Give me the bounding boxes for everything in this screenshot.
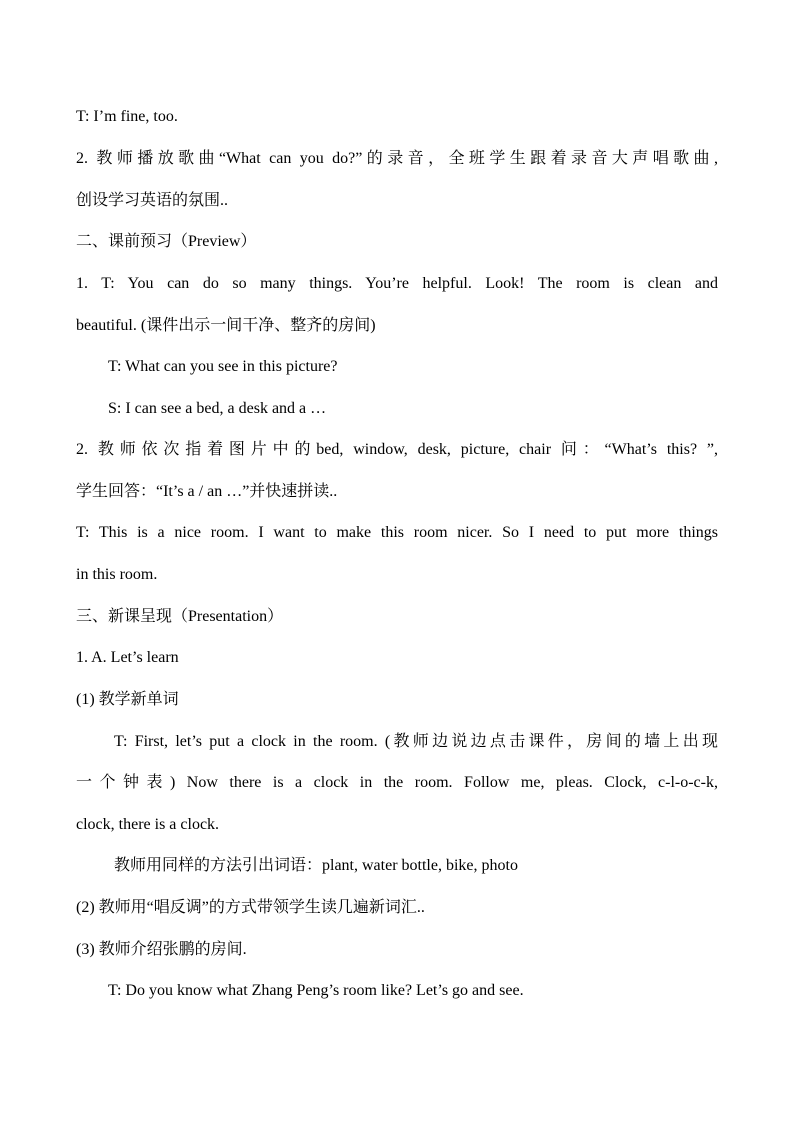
- section-heading-preview: 二、课前预习（Preview）: [76, 233, 257, 250]
- dialogue-line-continued: in this room.: [76, 566, 158, 583]
- preview-step-2: 2. 教师依次指着图片中的bed, window, desk, picture, chair 问：“What’s this? ”,: [76, 441, 718, 458]
- teacher-instruction-continued: clock, there is a clock.: [76, 816, 220, 833]
- preview-step-2-continued: 学生回答：“It’s a / an …”并快速拼读..: [76, 483, 338, 500]
- dialogue-line: T: This is a nice room. I want to make this room nicer. So I need to put more things: [76, 524, 718, 541]
- dialogue-line: T: I’m fine, too.: [76, 108, 178, 125]
- vocabulary-line: 教师用同样的方法引出词语：plant, water bottle, bike, photo: [114, 857, 518, 874]
- preview-step-1-continued: beautiful. (课件出示一间干净、整齐的房间): [76, 317, 376, 334]
- teacher-instruction-continued: 一个钟表) Now there is a clock in the room. Follow me, pleas. Clock, c-l-o-c-k,: [76, 774, 718, 791]
- dialogue-line: T: What can you see in this picture?: [108, 358, 338, 375]
- item-1-new-words: (1) 教学新单词: [76, 691, 179, 708]
- teacher-instruction: T: First, let’s put a clock in the room. (教师边说边点击课件，房间的墙上出现: [114, 733, 718, 750]
- step-2-song: 2. 教师播放歌曲“What can you do?”的录音，全班学生跟着录音大声唱歌曲,: [76, 150, 718, 167]
- dialogue-line: T: Do you know what Zhang Peng’s room like? Let’s go and see.: [108, 982, 524, 999]
- section-heading-presentation: 三、新课呈现（Presentation）: [76, 608, 284, 625]
- step-2-song-continued: 创设学习英语的氛围..: [76, 192, 229, 209]
- dialogue-line: S: I can see a bed, a desk and a …: [108, 400, 327, 417]
- subsection-lets-learn: 1. A. Let’s learn: [76, 649, 179, 666]
- item-3-room-intro: (3) 教师介绍张鹏的房间.: [76, 941, 247, 958]
- item-2-reading: (2) 教师用“唱反调”的方式带领学生读几遍新词汇..: [76, 899, 425, 916]
- preview-step-1: 1. T: You can do so many things. You’re helpful. Look! The room is clean and: [76, 275, 718, 292]
